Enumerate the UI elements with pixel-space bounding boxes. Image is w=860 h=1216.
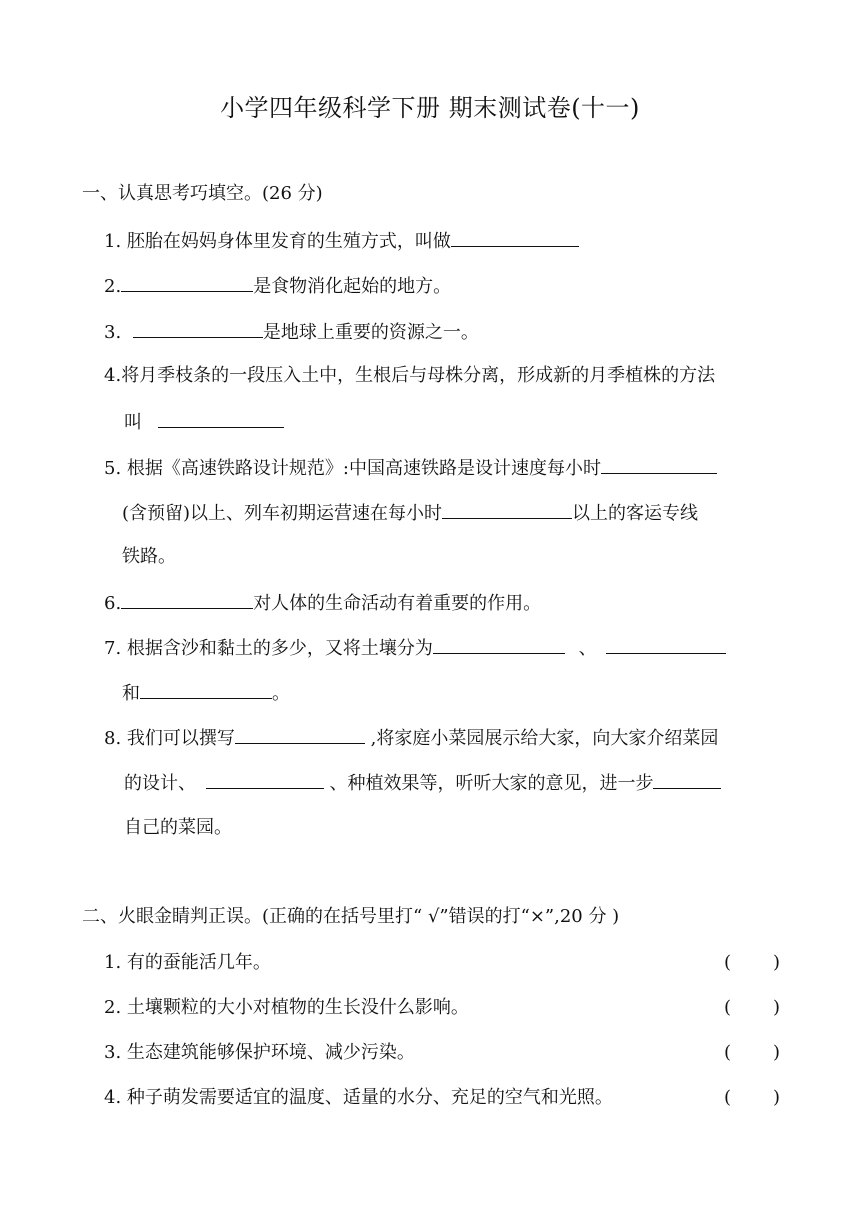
close-paren: ): [772, 997, 780, 1018]
question-8-line3: 自己的菜园。: [124, 817, 232, 838]
period: 。: [272, 683, 290, 704]
question-8-line2: [124, 770, 721, 796]
open-paren: (: [724, 1042, 732, 1063]
open-paren: (: [724, 1087, 732, 1108]
answer-blank[interactable]: [140, 680, 272, 699]
question-text: 生态建筑能够保护环境、减少污染。: [126, 1042, 415, 1063]
question-2: [104, 273, 451, 299]
question-number: 8.: [104, 728, 122, 749]
answer-blank[interactable]: [601, 455, 717, 474]
tf-item-4: [104, 1086, 613, 1110]
question-number: 7.: [104, 638, 122, 659]
question-text: 对人体的生命活动有着重要的作用。: [253, 593, 542, 614]
answer-blank[interactable]: [653, 770, 721, 789]
question-number: 3.: [104, 322, 122, 343]
answer-blank[interactable]: [235, 725, 365, 744]
question-text: 是地球上重要的资源之一。: [262, 322, 479, 343]
question-text: 是食物消化起始的地方。: [253, 276, 452, 297]
question-4-line2: [124, 409, 284, 435]
question-number: 6.: [104, 593, 122, 614]
answer-blank[interactable]: [121, 590, 253, 609]
answer-blank[interactable]: [206, 770, 324, 789]
question-text: 和: [122, 683, 140, 704]
question-text: 将月季枝条的一段压入土中，生根后与母株分离，形成新的月季植株的方法: [121, 365, 716, 386]
question-number: 5.: [104, 458, 122, 479]
open-paren: (: [724, 997, 732, 1018]
answer-blank[interactable]: [451, 228, 579, 247]
question-5-line2: [122, 500, 698, 526]
separator: 、: [578, 638, 597, 659]
page-title: 小学四年级科学下册 期末测试卷(十一): [220, 94, 640, 122]
tf-item-1: [104, 951, 271, 975]
question-number: 1.: [104, 231, 122, 252]
section1-heading: 一、认真思考巧填空。(26 分): [82, 183, 323, 204]
question-number: 1.: [104, 952, 122, 973]
question-text: 我们可以撰写: [126, 728, 235, 749]
close-paren: ): [772, 952, 780, 973]
answer-blank[interactable]: [133, 319, 263, 338]
question-7-line2: [122, 680, 290, 706]
question-5-line3: 铁路。: [122, 546, 176, 567]
close-paren: ): [772, 1042, 780, 1063]
question-text: 胚胎在妈妈身体里发育的生殖方式，叫做: [126, 231, 451, 252]
section2-heading: 二、火眼金睛判正误。(正确的在括号里打“ √”错误的打“×”,20 分 ): [82, 906, 620, 927]
question-text: 根据《高速铁路设计规范》:中国高速铁路是设计速度每小时: [126, 458, 601, 479]
answer-blank[interactable]: [606, 635, 726, 654]
question-text: 的设计、: [124, 773, 196, 794]
question-3: [104, 319, 479, 345]
answer-blank[interactable]: [121, 273, 253, 292]
question-text: 以上的客运专线: [572, 503, 699, 524]
tf-item-3: [104, 1041, 415, 1065]
question-number: 4.: [104, 365, 122, 386]
answer-bracket[interactable]: [724, 951, 780, 975]
answer-blank[interactable]: [433, 635, 565, 654]
tf-item-2: [104, 996, 469, 1020]
question-number: 2.: [104, 276, 122, 297]
answer-bracket[interactable]: [724, 996, 780, 1020]
question-8: [104, 725, 718, 751]
question-number: 2.: [104, 997, 122, 1018]
question-text: 种子萌发需要适宜的温度、适量的水分、充足的空气和光照。: [126, 1087, 613, 1108]
question-4: [104, 364, 715, 388]
close-paren: ): [772, 1087, 780, 1108]
question-number: 3.: [104, 1042, 122, 1063]
question-7: [104, 635, 726, 661]
answer-bracket[interactable]: [724, 1041, 780, 1065]
question-text: 有的蚕能活几年。: [126, 952, 271, 973]
question-text: 土壤颗粒的大小对植物的生长没什么影响。: [126, 997, 469, 1018]
question-text: 、种植效果等，听听大家的意见，进一步: [329, 773, 654, 794]
question-text: (含预留)以上、列车初期运营速在每小时: [122, 503, 443, 524]
question-number: 4.: [104, 1087, 122, 1108]
question-text: 根据含沙和黏土的多少，又将土壤分为: [126, 638, 433, 659]
answer-blank[interactable]: [158, 409, 284, 428]
answer-bracket[interactable]: [724, 1086, 780, 1110]
question-text: ,将家庭小菜园展示给大家，向大家介绍菜园: [370, 728, 719, 749]
question-6: [104, 590, 541, 616]
question-text: 叫: [124, 412, 142, 433]
answer-blank[interactable]: [442, 500, 572, 519]
question-5: [104, 455, 717, 481]
open-paren: (: [724, 952, 732, 973]
question-1: [104, 228, 579, 254]
